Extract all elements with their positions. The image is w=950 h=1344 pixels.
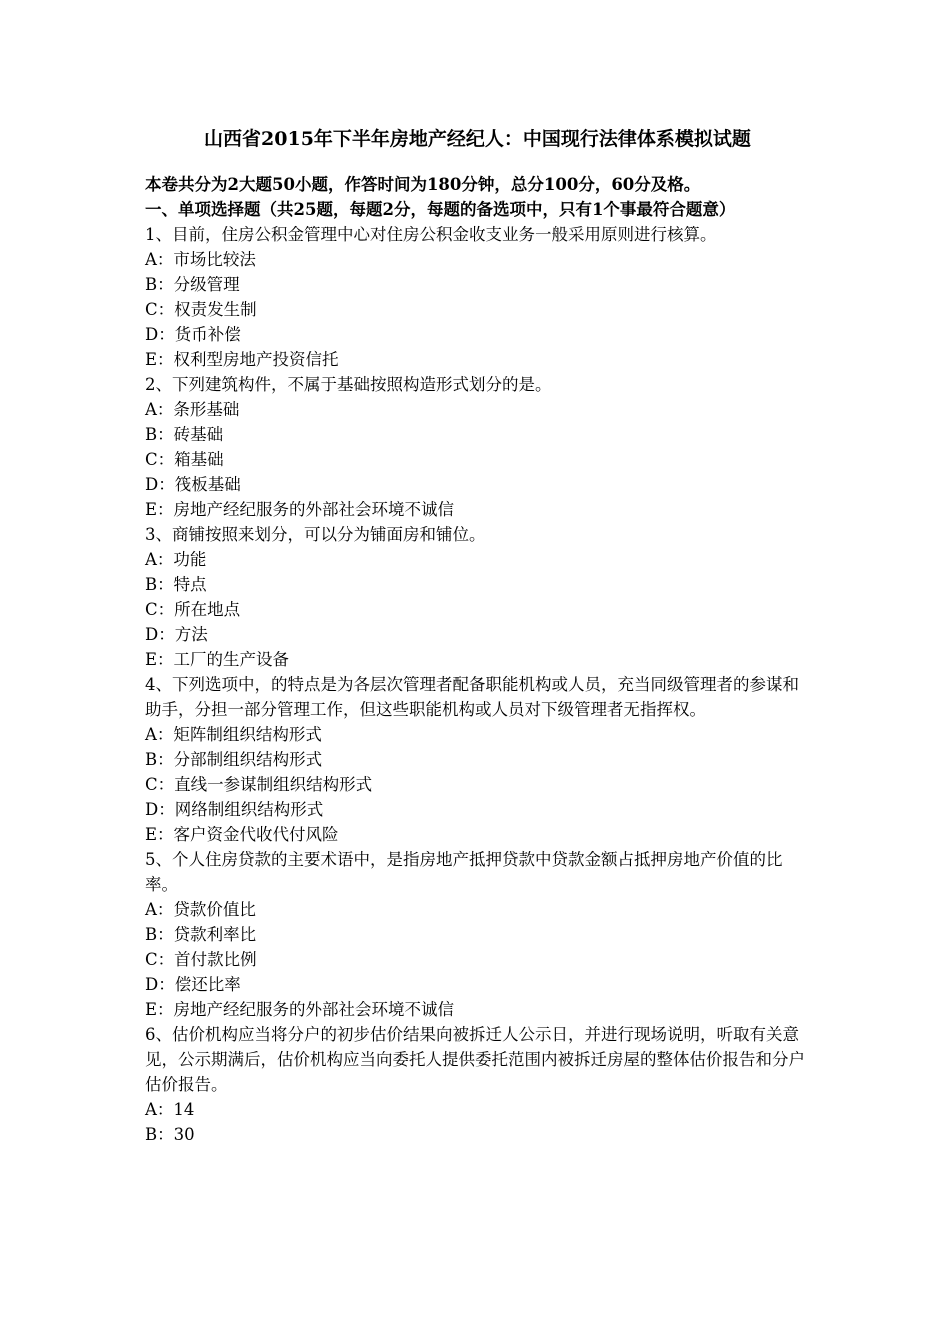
question-block: [145, 672, 810, 847]
option-b: B：特点: [145, 575, 207, 594]
question-text: 3、商铺按照来划分，可以分为铺面房和铺位。: [145, 525, 486, 544]
exam-intro: 本卷共分为2大题50小题，作答时间为180分钟，总分100分，60分及格。: [145, 175, 701, 194]
option-e: E：权利型房地产投资信托: [145, 350, 339, 369]
option-a: A：市场比较法: [145, 250, 256, 269]
question-block: [145, 847, 810, 1022]
question-block: [145, 1022, 810, 1147]
question-text: 1、目前，住房公积金管理中心对住房公积金收支业务一般采用原则进行核算。: [145, 225, 717, 244]
option-c: C：权责发生制: [145, 300, 257, 319]
option-c: C：箱基础: [145, 450, 224, 469]
question-block: [145, 522, 810, 672]
document-title: 山西省2015年下半年房地产经纪人：中国现行法律体系模拟试题: [204, 128, 751, 150]
option-a: A：矩阵制组织结构形式: [145, 725, 322, 744]
option-a: A：贷款价值比: [145, 900, 256, 919]
option-a: A：条形基础: [145, 400, 240, 419]
document-page: [145, 124, 810, 1147]
question-block: [145, 222, 810, 372]
option-e: E：工厂的生产设备: [145, 650, 290, 669]
option-a: A：14: [145, 1100, 195, 1119]
question-text: 4、下列选项中，的特点是为各层次管理者配备职能机构或人员，充当同级管理者的参谋和助手，分担一部分管理工作，但这些职能机构或人员对下级管理者无指挥权。: [145, 675, 799, 719]
option-c: C：所在地点: [145, 600, 241, 619]
option-a: A：功能: [145, 550, 207, 569]
option-d: D：货币补偿: [145, 325, 241, 344]
option-d: D：偿还比率: [145, 975, 241, 994]
option-b: B：砖基础: [145, 425, 224, 444]
option-e: E：房地产经纪服务的外部社会环境不诚信: [145, 1000, 455, 1019]
option-e: E：客户资金代收代付风险: [145, 825, 339, 844]
option-b: B：分级管理: [145, 275, 240, 294]
question-block: [145, 372, 810, 522]
option-d: D：筏板基础: [145, 475, 241, 494]
option-d: D：网络制组织结构形式: [145, 800, 324, 819]
option-b: B：分部制组织结构形式: [145, 750, 323, 769]
question-text: 2、下列建筑构件，不属于基础按照构造形式划分的是。: [145, 375, 552, 394]
question-text: 6、估价机构应当将分户的初步估价结果向被拆迁人公示日，并进行现场说明，听取有关意见，公示期满后，估价机构应当向委托人提供委托范围内被拆迁房屋的整体估价报告和分户估价报告。: [145, 1025, 805, 1094]
option-e: E：房地产经纪服务的外部社会环境不诚信: [145, 500, 455, 519]
section-heading: 一、单项选择题（共25题，每题2分，每题的备选项中，只有1个事最符合题意）: [145, 200, 736, 219]
option-d: D：方法: [145, 625, 208, 644]
option-b: B：贷款利率比: [145, 925, 257, 944]
option-b: B：30: [145, 1125, 195, 1144]
question-text: 5、个人住房贷款的主要术语中，是指房地产抵押贷款中贷款金额占抵押房地产价值的比率。: [145, 850, 783, 894]
option-c: C：首付款比例: [145, 950, 257, 969]
option-c: C：直线一参谋制组织结构形式: [145, 775, 373, 794]
